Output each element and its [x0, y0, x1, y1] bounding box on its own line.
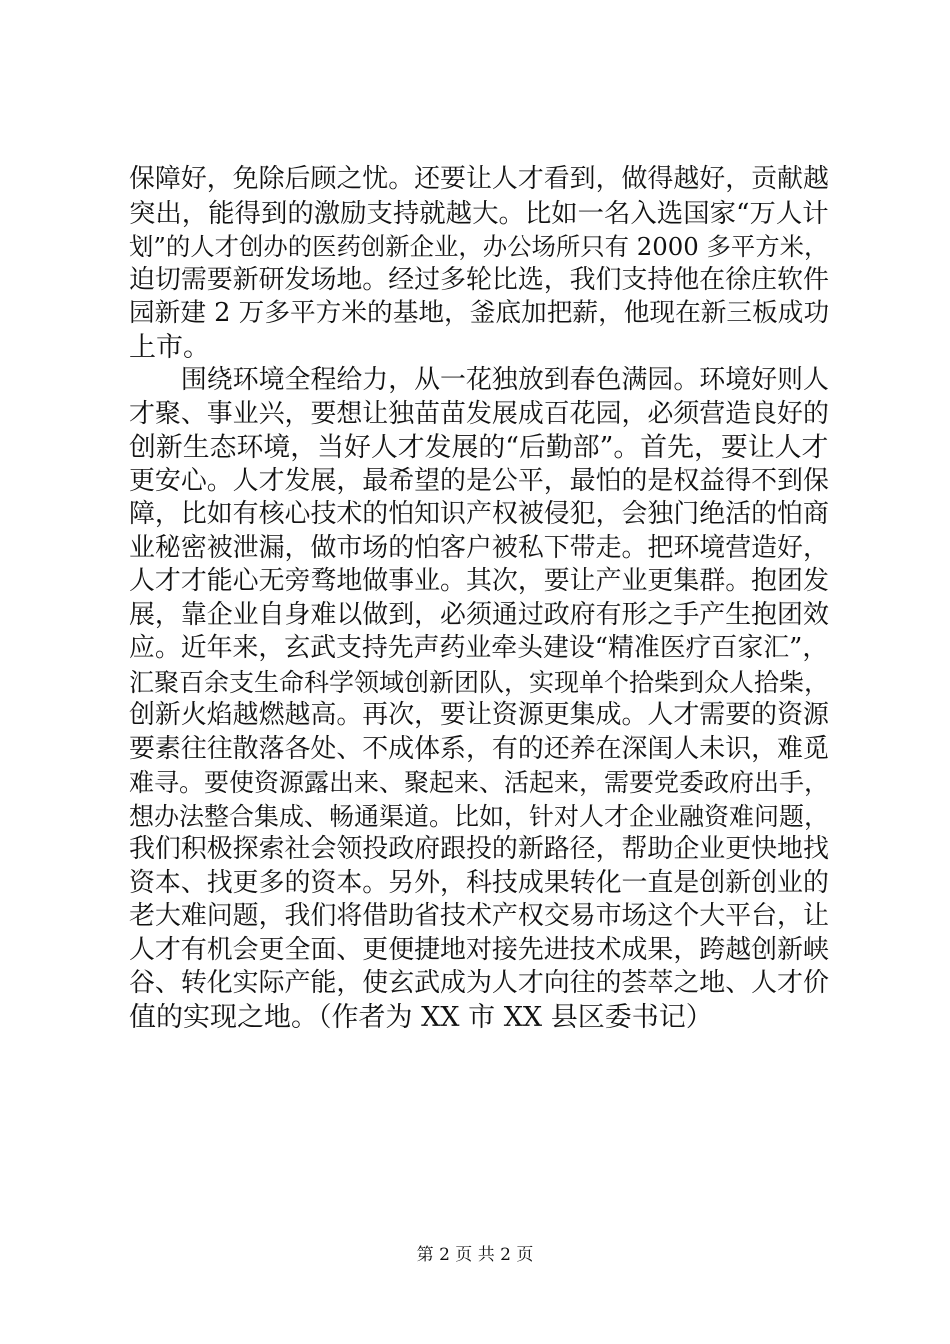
text-line: 才聚、事业兴，要想让独苗苗发展成百花园，必须营造良好的 [129, 398, 829, 429]
text-line: 创新火焰越燃越高。再次，要让资源更集成。人才需要的资源 [129, 700, 829, 730]
text-line: 园新建 2 万多平方米的基地，釜底加把薪，他现在新三板成功 [129, 298, 830, 328]
text-line: 谷、转化实际产能，使玄武成为人才向往的荟萃之地、人才价 [129, 968, 829, 998]
text-line: 保障好，免除后顾之忧。还要让人才看到，做得越好，贡献越 [129, 164, 829, 194]
text-line: 创新生态环境，当好人才发展的“后勤部”。首先，要让人才 [129, 432, 829, 463]
text-line: 围绕环境全程给力，从一花独放到春色满园。环境好则人 [129, 365, 829, 395]
text-line: 应。近年来，玄武支持先声药业牵头建设“精准医疗百家汇”， [129, 633, 829, 663]
page-number-footer: 第 2 页 共 2 页 [416, 1245, 534, 1265]
text-line: 展，靠企业自身难以做到，必须通过政府有形之手产生抱团效 [129, 599, 829, 630]
text-line: 人才有机会更全面、更便捷地对接先进技术成果，跨越创新峡 [129, 934, 829, 965]
text-line: 想办法整合集成、畅通渠道。比如，针对人才企业融资难问题， [129, 801, 830, 831]
text-line: 人才才能心无旁骛地做事业。其次，要让产业更集群。抱团发 [129, 566, 829, 596]
document-body [129, 163, 829, 1034]
text-line: 难寻。要使资源露出来、聚起来、活起来，需要党委政府出手， [129, 768, 830, 797]
text-line: 要素往往散落各处、不成体系，有的还养在深闺人未识，难觅 [129, 733, 829, 764]
text-line: 资本、找更多的资本。另外，科技成果转化一直是创新创业的 [129, 867, 829, 898]
text-line: 值的实现之地。（作者为 XX 市 XX 县区委书记） [129, 1001, 713, 1033]
text-line: 汇聚百余支生命科学领域创新团队，实现单个拾柴到众人拾柴， [129, 667, 830, 697]
text-line: 突出，能得到的激励支持就越大。比如一名入选国家“万人计 [129, 197, 829, 229]
text-line: 障，比如有核心技术的怕知识产权被侵犯，会独门绝活的怕商 [129, 499, 829, 529]
text-line: 划”的人才创办的医药创新企业，办公场所只有 2000 多平方米， [129, 232, 829, 261]
text-line: 更安心。人才发展，最希望的是公平，最怕的是权益得不到保 [129, 465, 829, 496]
text-line: 上市。 [129, 331, 210, 363]
text-line: 我们积极探索社会领投政府跟投的新路径，帮助企业更快地找 [129, 834, 829, 864]
text-line: 业秘密被泄漏，做市场的怕客户被私下带走。把环境营造好， [129, 532, 829, 563]
text-line: 老大难问题，我们将借助省技术产权交易市场这个大平台，让 [129, 901, 829, 931]
text-line: 迫切需要新研发场地。经过多轮比选，我们支持他在徐庄软件 [129, 264, 829, 295]
